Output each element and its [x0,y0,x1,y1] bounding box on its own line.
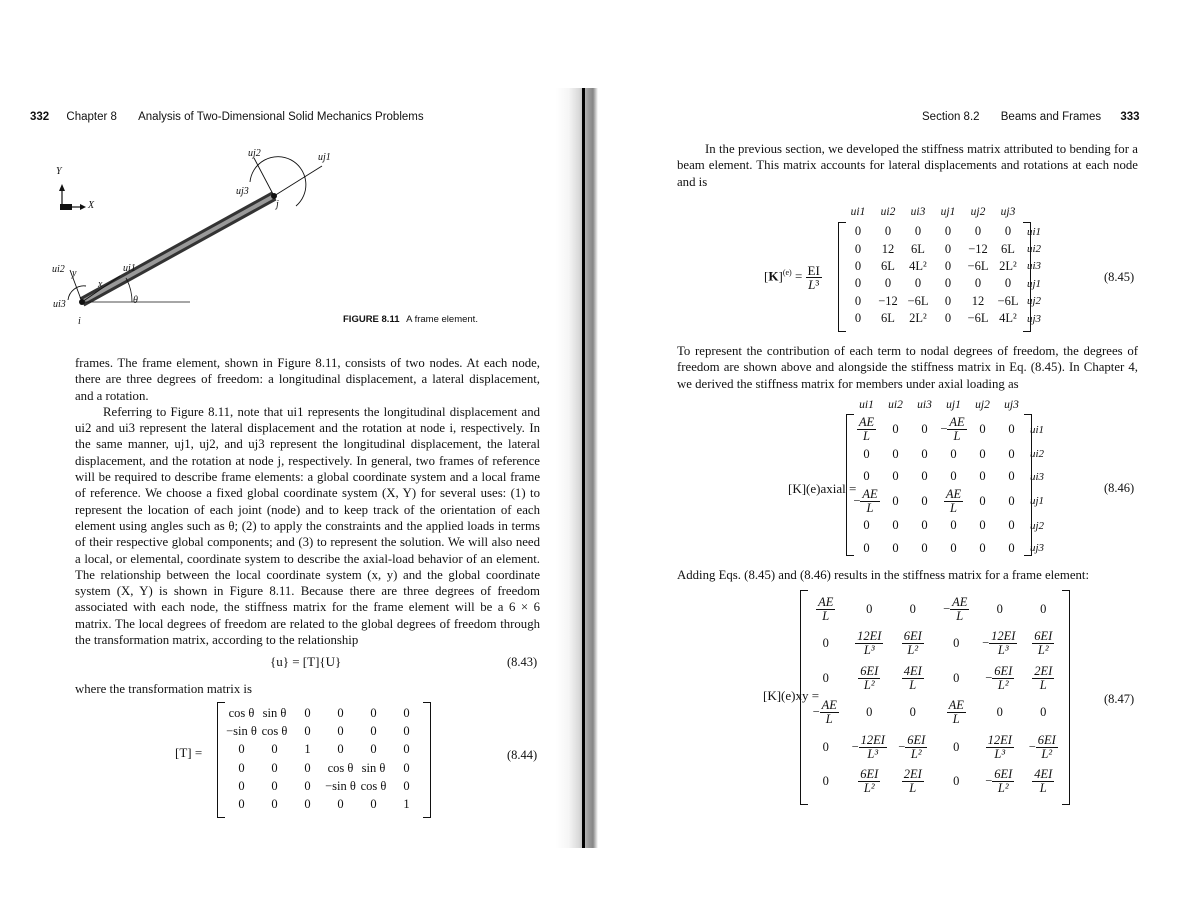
matrix-cell: 0 [996,705,1003,720]
matrix-cell: 0 [271,742,278,757]
k845-col-headers [843,203,1023,220]
matrix-row [852,443,1056,465]
matrix-cell: 0 [944,258,952,273]
label-uj2: uj2 [248,148,261,159]
matrix-cell: 0 [304,797,311,812]
matrix-cell: $\frac{4EI}{L}$ [1034,767,1053,796]
uj1-line [274,166,322,196]
row-header: ui2 [1027,243,1042,256]
matrix-cell: 0 [370,705,377,720]
matrix-cell: 0 [238,760,245,775]
label-X: X [88,200,95,211]
row-header: ui3 [1027,260,1042,273]
section-label: Section 8.2 [922,111,980,123]
label-theta: θ [133,295,138,306]
matrix-row [804,592,1065,627]
eq-8-47-label: [K](e)xy = [763,688,820,703]
matrix-cell: 0 [909,601,916,616]
matrix-cell: − $\frac{6EI}{\text{L²}}$ [985,663,1013,692]
left-body-text [75,355,540,648]
matrix-cell: 0 [238,778,245,793]
matrix-cell: $\frac{6EI}{\text{L²}}$ [860,767,879,796]
column-header: ui2 [880,205,896,218]
matrix-cell: 0 [337,797,344,812]
matrix-cell: 0 [921,422,928,436]
matrix-cell: 0 [892,540,899,555]
global-y-arrow [59,184,65,191]
matrix-cell: $\frac{AE}{L}$ [948,698,964,727]
matrix-cell: 0 [950,540,957,555]
matrix-cell: $\frac{2EI}{L}$ [903,767,922,796]
matrix-row [852,537,1056,559]
matrix-cell: 0 [822,636,829,651]
matrix-cell: 0 [950,518,957,533]
matrix-cell: 12 [881,241,895,256]
label-y: y [72,268,77,279]
column-header: uj1 [940,205,956,218]
matrix-row [852,515,1056,537]
section-title: Beams and Frames [1000,111,1102,123]
matrix-cell: cos θ [261,723,288,738]
matrix-cell: 0 [304,778,311,793]
book-spine-shadow [556,88,598,848]
matrix-cell: 0 [271,797,278,812]
matrix-row [225,795,423,813]
matrix-cell: cos θ [360,778,387,793]
matrix-cell: 0 [337,705,344,720]
row-header: ui3 [1030,470,1045,483]
matrix-cell: 0 [403,742,410,757]
k846-col-headers [852,396,1026,413]
matrix-cell: 0 [953,739,960,754]
matrix-cell: − $\frac{AE}{L}$ [940,415,965,443]
left-page-number: 332 [30,111,50,123]
matrix-row [225,704,423,722]
row-header: uj1 [1030,495,1045,508]
matrix-cell: 2L² [909,311,927,326]
matrix-cell: 0 [1008,446,1015,461]
chapter-label: Chapter 8 [66,111,117,123]
matrix-cell: 0 [403,778,410,793]
column-header: uj1 [946,398,961,411]
t-left-bracket [217,702,225,818]
matrix-cell: 0 [892,422,899,436]
matrix-cell: 0 [892,518,899,533]
matrix-cell: 0 [337,723,344,738]
matrix-cell: 0 [953,670,960,685]
matrix-cell: 0 [304,723,311,738]
matrix-cell: 0 [944,276,952,291]
eq-8-44-number: (8.44) [507,748,538,762]
matrix-cell: 0 [979,493,986,508]
eq-8-44-label: [T] = [175,745,203,760]
matrix-cell: 2L² [999,258,1017,273]
matrix-row [843,258,1053,275]
matrix-cell: sin θ [262,705,287,720]
matrix-cell: 0 [950,469,957,484]
column-header: uj2 [975,398,990,411]
label-ui3: ui3 [53,299,66,310]
matrix-cell: 0 [337,742,344,757]
matrix-cell: 0 [921,518,928,533]
matrix-cell: 0 [822,739,829,754]
matrix-cell: − $\frac{12EI}{\text{L³}}$ [851,732,885,761]
matrix-cell: 0 [304,705,311,720]
book-gutter-line [582,88,585,848]
matrix-cell: 0 [863,518,870,533]
matrix-cell: − $\frac{AE}{L}$ [812,698,837,727]
matrix-cell: 0 [944,224,952,239]
matrix-cell: $\frac{6EI}{\text{L²}}$ [903,629,922,658]
matrix-cell: −6L [907,293,929,308]
matrix-row [225,722,423,740]
global-x-arrow [80,204,86,210]
matrix-row [843,310,1053,327]
row-header: uj2 [1030,519,1045,532]
matrix-cell: 0 [979,422,986,436]
figure-caption [343,314,478,325]
row-header: ui1 [1030,423,1045,436]
matrix-cell: 0 [271,760,278,775]
column-header: ui1 [859,398,874,411]
matrix-row [225,741,423,759]
eq-8-45-number: (8.45) [1104,270,1135,284]
right-mid-paragraph: To represent the contribution of each term to nodal degrees of freedom, the degrees of freedom are shown above and alongside the stiffness matrix in Eq. (8.45). In Chapter 4, we derived the stiffness matrix for members under axial loading as [677,344,1138,391]
matrix-row [852,488,1056,515]
t-matrix [225,704,423,814]
matrix-cell: 0 [1040,601,1047,616]
matrix-cell: 0 [370,723,377,738]
matrix-cell: 0 [854,241,862,256]
matrix-cell: 0 [921,540,928,555]
right-intro [677,141,1138,190]
chapter-title: Analysis of Two-Dimensional Solid Mechanics Problems [138,111,424,123]
matrix-cell: 0 [921,446,928,461]
matrix-cell: 0 [403,760,410,775]
right-page-header [922,111,1140,123]
matrix-cell: $\frac{4EI}{L}$ [903,663,922,692]
matrix-cell: −12 [968,241,988,256]
t-right-bracket [423,702,431,818]
matrix-row [804,696,1065,731]
matrix-cell: 6L [1001,241,1015,256]
matrix-cell: −6L [967,258,989,273]
matrix-cell: 0 [953,636,960,651]
where-text: where the transformation matrix is [75,682,252,696]
node-i [79,299,85,305]
matrix-cell: − $\frac{6EI}{\text{L²}}$ [985,767,1013,796]
matrix-cell: 0 [1004,224,1012,239]
matrix-cell: 0 [979,518,986,533]
matrix-cell: 0 [822,670,829,685]
matrix-cell: 0 [854,311,862,326]
left-page-header [30,111,424,123]
matrix-cell: 0 [1040,705,1047,720]
matrix-cell: − $\frac{AE}{L}$ [943,594,968,623]
global-origin [60,204,72,210]
matrix-cell: 0 [921,493,928,508]
matrix-cell: 0 [238,797,245,812]
matrix-cell: 0 [979,469,986,484]
matrix-cell: 0 [1008,493,1015,508]
left-paragraph-1: frames. The frame element, shown in Figure 8.11, consists of two nodes. At each node, there are three degrees of freedom: a longitudinal displacement, a lateral displacement, and a rotation. [75,356,540,403]
matrix-cell: − $\frac{6EI}{\text{L²}}$ [898,732,926,761]
figure-caption-label: FIGURE 8.11 [343,314,400,325]
matrix-cell: 0 [304,760,311,775]
frame-element-figure [40,140,340,320]
eq-8-45-label: $[K]^{(e)}$ = $\frac{EI}{\text{L³}}$ [764,263,820,292]
matrix-cell: 6L [881,258,895,273]
row-header: ui2 [1030,448,1045,461]
matrix-cell: 0 [403,723,410,738]
matrix-cell: − $\frac{12EI}{\text{L³}}$ [982,629,1016,658]
column-header: ui2 [888,398,903,411]
matrix-cell: 0 [370,797,377,812]
right-page-number: 333 [1120,111,1140,123]
label-Y: Y [56,166,62,177]
matrix-cell: 0 [974,224,982,239]
eq-8-46-label: [K](e)axial = [788,481,857,496]
matrix-cell: $\frac{12EI}{\text{L³}}$ [857,629,882,658]
column-header: uj3 [1004,398,1019,411]
matrix-cell: 0 [909,705,916,720]
matrix-row [804,730,1065,765]
right-intro-text: In the previous section, we developed the stiffness matrix attributed to bending for a beam element. This matrix accounts for lateral displacements and rotations at each node and is [677,142,1138,189]
label-ui1: ui1 [123,263,136,274]
label-uj1: uj1 [318,152,331,163]
matrix-cell: 0 [863,446,870,461]
matrix-cell: 0 [370,742,377,757]
matrix-cell: $\frac{2EI}{L}$ [1034,663,1053,692]
matrix-cell: $\frac{AE}{L}$ [858,415,875,443]
matrix-cell: 0 [996,601,1003,616]
matrix-cell: 0 [974,276,982,291]
matrix-cell: 0 [1008,518,1015,533]
frame-element-bar-highlight [82,196,274,302]
matrix-cell: 0 [950,446,957,461]
matrix-cell: 0 [854,258,862,273]
matrix-row [843,223,1053,240]
row-header: uj3 [1030,542,1045,555]
matrix-cell: 0 [271,778,278,793]
row-header: uj3 [1027,312,1042,325]
eq-8-43: {u} = [T]{U} [270,654,342,669]
matrix-cell: 0 [854,224,862,239]
matrix-row [843,275,1053,292]
column-header: uj3 [1000,205,1016,218]
eq-8-43-number: (8.43) [507,655,538,669]
column-header: ui3 [917,398,932,411]
matrix-cell: −12 [878,293,898,308]
figure-caption-text: A frame element. [406,314,478,325]
matrix-cell: cos θ [228,705,255,720]
matrix-cell: 0 [854,293,862,308]
k845-matrix [843,223,1053,327]
label-j: j [276,199,279,210]
matrix-cell: 0 [892,469,899,484]
matrix-cell: 1 [403,797,410,812]
eq-8-46-number: (8.46) [1104,481,1135,495]
matrix-row [804,627,1065,662]
matrix-cell: 0 [403,705,410,720]
matrix-cell: 0 [822,774,829,789]
matrix-row [225,777,423,795]
matrix-cell: 6L [911,241,925,256]
matrix-cell: 0 [1008,422,1015,436]
matrix-cell: 0 [979,446,986,461]
matrix-row [843,293,1053,310]
matrix-cell: cos θ [327,760,354,775]
matrix-cell: 0 [914,224,922,239]
column-header: ui3 [910,205,926,218]
k846-matrix [852,416,1056,560]
matrix-cell: 0 [866,705,873,720]
matrix-cell: $\frac{AE}{L}$ [818,594,834,623]
matrix-cell: 0 [1004,276,1012,291]
matrix-cell: 0 [944,241,952,256]
matrix-row [843,240,1053,257]
matrix-cell: − $\frac{AE}{L}$ [853,486,878,515]
label-i: i [78,316,81,327]
matrix-cell: 0 [854,276,862,291]
matrix-cell: 0 [953,774,960,789]
matrix-cell: 0 [1008,540,1015,555]
matrix-cell: 0 [914,276,922,291]
matrix-row [804,661,1065,696]
matrix-cell: $\frac{6EI}{\text{L²}}$ [860,663,879,692]
matrix-row [225,759,423,777]
matrix-cell: 0 [238,742,245,757]
matrix-cell: sin θ [361,760,386,775]
matrix-cell: − $\frac{6EI}{\text{L²}}$ [1028,732,1056,761]
matrix-cell: 0 [892,493,899,508]
right-mid-text [677,343,1138,392]
matrix-row [852,465,1056,487]
label-x: x [98,279,103,290]
column-header: ui1 [850,205,866,218]
eq-8-47-number: (8.47) [1104,692,1135,706]
matrix-cell: 0 [863,469,870,484]
left-paragraph-2: Referring to Figure 8.11, note that ui1 represents the longitudinal displacement and ui2 and ui3 represent the lateral displacement and the rotation at node i, respectively. In the same manner, uj1, uj2, and uj3 represent the longitudinal displacement, the lateral displacement, and the rotation at node j, respectively. In general, two frames of reference will be required to describe frame elements: a global coordinate system and a local frame of reference. We choose a fixed global coordinate system (X, Y) for several uses: (1) to represent the location of each joint (node) and to keep track of the orientation of each element using angles such as θ; (2) to apply the constraints and the applied loads in terms of their respective global components; and (3) to represent the solution. We will also need a local, or elemental, coordinate system to describe the axial-load behavior of an element. The relationship between the local coordinate system (x, y) and the global coordinate system (X, Y) is shown in Figure 8.11. Because there are three degrees of freedom associated with each node, the stiffness matrix for the frame element will be a 6 × 6 matrix. The local degrees of freedom are related to the global degrees of freedom through the transformation matrix, according to the relationship [75,404,540,648]
matrix-cell: $\frac{12EI}{\text{L³}}$ [987,732,1012,761]
matrix-cell: 12 [971,293,985,308]
row-header: ui1 [1027,225,1042,238]
matrix-cell: 4L² [999,311,1017,326]
matrix-cell: 0 [884,276,892,291]
matrix-cell: 0 [863,540,870,555]
matrix-cell: $\frac{AE}{L}$ [945,486,962,515]
matrix-cell: 0 [944,293,952,308]
uj2-arrow [254,158,274,196]
matrix-cell: 0 [1008,469,1015,484]
label-ui2: ui2 [52,264,65,275]
label-uj3: uj3 [236,186,249,197]
adding-text: Adding Eqs. (8.45) and (8.46) results in the stiffness matrix for a frame element: [677,568,1090,582]
matrix-cell: −6L [997,293,1019,308]
matrix-row [852,416,1056,443]
matrix-cell: 0 [866,601,873,616]
matrix-cell: −6L [967,311,989,326]
k847-matrix [804,592,1065,799]
row-header: uj1 [1027,277,1042,290]
column-header: uj2 [970,205,986,218]
matrix-cell: 6L [881,311,895,326]
row-header: uj2 [1027,295,1042,308]
matrix-cell: 0 [979,540,986,555]
matrix-cell: $\frac{6EI}{\text{L²}}$ [1034,629,1053,658]
matrix-cell: 0 [921,469,928,484]
matrix-cell: 4L² [909,258,927,273]
matrix-cell: 1 [304,742,311,757]
matrix-cell: 0 [944,311,952,326]
matrix-row [804,765,1065,800]
matrix-cell: −sin θ [325,778,356,793]
matrix-cell: 0 [884,224,892,239]
matrix-cell: −sin θ [226,723,257,738]
matrix-cell: 0 [892,446,899,461]
